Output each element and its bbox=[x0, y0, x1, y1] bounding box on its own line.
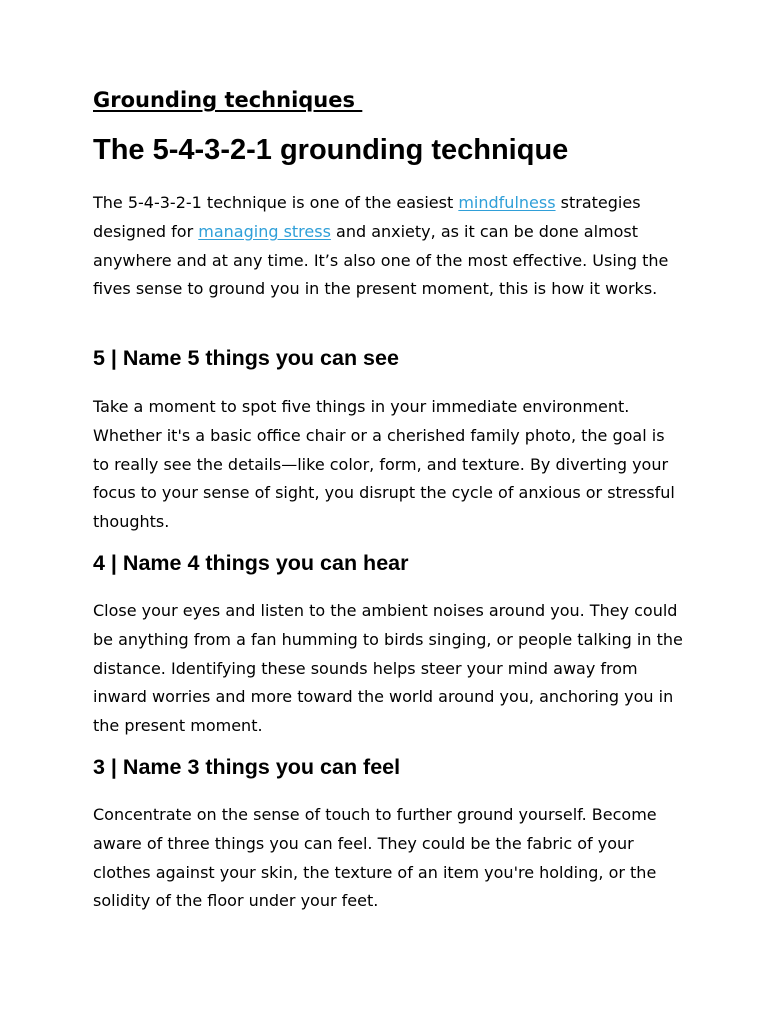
section-body-hear: Close your eyes and listen to the ambient noises around you. They could be anything from a fan humming to birds singing, or people talking in the distance. Identifying these sounds helps steer your mind away from inward worries and more toward the world around you, anchoring you in the present moment. bbox=[93, 601, 683, 736]
managing-stress-link[interactable]: managing stress bbox=[198, 221, 331, 241]
section-heading-feel: 3 | Name 3 things you can feel bbox=[93, 755, 401, 779]
section-body-see: Take a moment to spot five things in your immediate environment. Whether it's a basic office chair or a cherished family photo, the goal is to really see the details—like color, form, and texture. By diverting your focus to your sense of sight, you disrupt the cycle of anxious or stressful thoughts. bbox=[93, 397, 675, 532]
section-kicker: Grounding techniques bbox=[93, 88, 363, 112]
mindfulness-link[interactable]: mindfulness bbox=[458, 193, 556, 212]
section-heading-see: 5 | Name 5 things you can see bbox=[93, 346, 399, 370]
page-title: The 5-4-3-2-1 grounding technique bbox=[93, 134, 569, 166]
section-heading-hear: 4 | Name 4 things you can hear bbox=[93, 551, 409, 575]
intro-text: The 5-4-3-2-1 technique is one of the easiest bbox=[93, 193, 459, 212]
intro-paragraph bbox=[93, 189, 683, 304]
intro-text: strategies designed for bbox=[93, 193, 641, 241]
section-body-feel: Concentrate on the sense of touch to further ground yourself. Become aware of three things you can feel. They could be the fabric of your clothes against your skin, the texture of an item you're holding, or the solidity of the floor under your feet. bbox=[93, 805, 657, 911]
intro-text: and anxiety, as it can be done almost anywhere and at any time. It’s also one of the most effective. Using the fives sense to ground you in the present moment, this is how it works. bbox=[93, 221, 669, 299]
